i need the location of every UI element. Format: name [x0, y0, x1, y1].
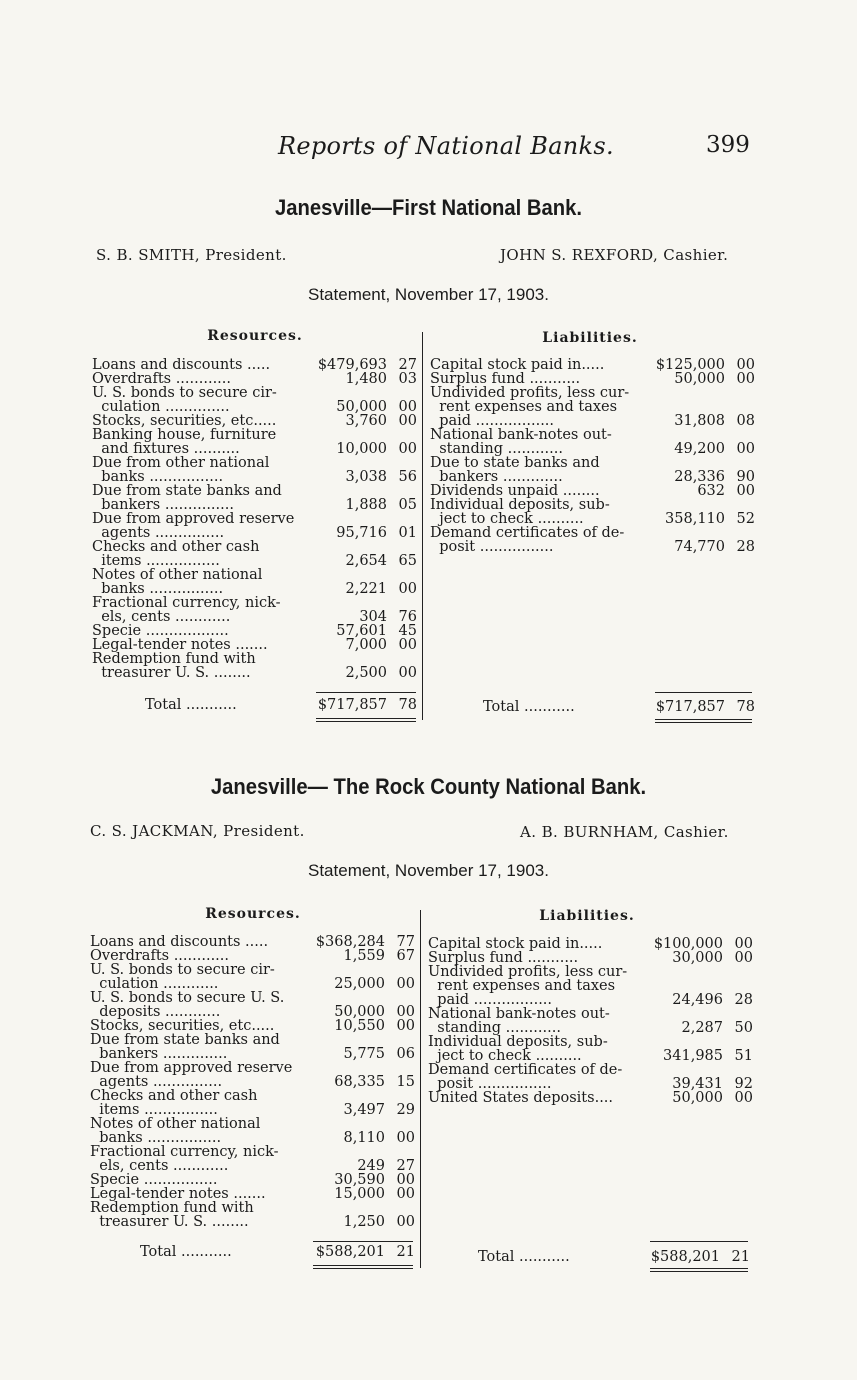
liabilities-heading: Liabilities. [542, 330, 638, 346]
ledger-dollars: 57,601 [336, 623, 387, 639]
total-cents: 78 [736, 699, 755, 715]
ledger-cents: 00 [398, 665, 417, 681]
ledger-label: ject to check .......... [430, 512, 584, 526]
ledger-dollars: 7,000 [345, 637, 387, 653]
ledger-line [90, 1187, 415, 1201]
ledger-dollars: $100,000 [653, 936, 723, 952]
ledger-line [90, 963, 415, 977]
bank-title: Janesville—First National Bank. [274, 195, 583, 220]
ledger-cents: 05 [398, 497, 417, 513]
ledger-cents: 00 [396, 1186, 415, 1202]
running-title: Reports of National Banks. [278, 132, 614, 160]
page-number: 399 [706, 132, 750, 158]
ledger-dollars: 3,760 [345, 413, 387, 429]
ledger-cents: 00 [396, 1214, 415, 1230]
ledger-cents: 00 [398, 581, 417, 597]
ledger-line [428, 1007, 753, 1021]
double-rule [316, 718, 416, 719]
ledger-line [90, 949, 415, 963]
ledger-label: bankers ............. [430, 470, 563, 484]
ledger-dollars: 1,888 [345, 497, 387, 513]
ledger-dollars: 249 [357, 1158, 385, 1174]
ledger-cents: 00 [734, 950, 753, 966]
ledger-dollars: 31,808 [674, 413, 725, 429]
ledger-dollars: 30,000 [672, 950, 723, 966]
ledger-label: Due from state banks and [92, 484, 282, 498]
resources-heading: Resources. [205, 906, 301, 922]
ledger-dollars: 95,716 [336, 525, 387, 541]
total-dollars: $588,201 [315, 1244, 385, 1260]
ledger-line [92, 442, 417, 456]
ledger-line [430, 414, 755, 428]
ledger-label: Specie .................. [92, 624, 229, 638]
ledger-dollars: 3,038 [345, 469, 387, 485]
ledger-label: rent expenses and taxes [430, 400, 618, 414]
ledger-line [430, 428, 755, 442]
ledger-line [92, 386, 417, 400]
ledger-dollars: 304 [359, 609, 387, 625]
ledger-line [430, 358, 755, 372]
total-label: Total ........... [483, 699, 575, 715]
ledger-line [92, 582, 417, 596]
ledger-line [430, 484, 755, 498]
total-dollars: $588,201 [650, 1249, 720, 1265]
ledger-line [430, 400, 755, 414]
ledger-label: treasurer U. S. ........ [90, 1215, 249, 1229]
ledger-label: Stocks, securities, etc..... [92, 414, 277, 428]
double-rule [313, 1265, 413, 1266]
ledger-line [92, 638, 417, 652]
ledger-label: banks ................ [92, 470, 224, 484]
ledger-cents: 29 [396, 1102, 415, 1118]
ledger-dollars: 15,000 [334, 1186, 385, 1202]
ledger-line [430, 470, 755, 484]
ledger-label: Capital stock paid in..... [430, 358, 605, 372]
ledger-line [90, 1061, 415, 1075]
ledger-label: agents ............... [90, 1075, 223, 1089]
statement-date: Statement, November 17, 1903. [308, 285, 549, 304]
ledger-label: Demand certificates of de- [430, 526, 625, 540]
ledger-label: Overdrafts ............ [90, 949, 230, 963]
ledger-dollars: 68,335 [334, 1074, 385, 1090]
ledger-line [90, 977, 415, 991]
ledger-line [90, 1005, 415, 1019]
ledger-label: Capital stock paid in..... [428, 937, 603, 951]
ledger-label: items ................ [92, 554, 220, 568]
ledger-label: Overdrafts ............ [92, 372, 232, 386]
ledger-cents: 00 [398, 399, 417, 415]
ledger-dollars: $368,284 [315, 934, 385, 950]
ledger-label: Individual deposits, sub- [428, 1035, 608, 1049]
ledger-dollars: 2,654 [345, 553, 387, 569]
resources-heading: Resources. [207, 328, 303, 344]
ledger-label: standing ............ [428, 1021, 561, 1035]
ledger-dollars: 341,985 [663, 1048, 723, 1064]
ledger-label: culation .............. [92, 400, 230, 414]
ledger-line [92, 484, 417, 498]
ledger-cents: 27 [396, 1158, 415, 1174]
ledger-line [92, 624, 417, 638]
ledger-line [92, 400, 417, 414]
ledger-label: els, cents ............ [90, 1159, 229, 1173]
ledger-dollars: 632 [697, 483, 725, 499]
ledger-label: ject to check .......... [428, 1049, 582, 1063]
ledger-label: culation ............ [90, 977, 219, 991]
ledger-label: Legal-tender notes ....... [90, 1187, 266, 1201]
ledger-line [430, 372, 755, 386]
total-rule [313, 1241, 413, 1242]
ledger-label: paid ................. [430, 414, 555, 428]
ledger-line [92, 610, 417, 624]
total-label: Total ........... [140, 1244, 232, 1260]
ledger-label: els, cents ............ [92, 610, 231, 624]
ledger-line [92, 358, 417, 372]
ledger-line [428, 951, 753, 965]
total-rule [650, 1241, 748, 1242]
ledger-label: Undivided profits, less cur- [430, 386, 630, 400]
ledger-label: banks ................ [90, 1131, 222, 1145]
ledger-line [90, 1145, 415, 1159]
ledger-cents: 00 [396, 1018, 415, 1034]
statement-date: Statement, November 17, 1903. [308, 861, 549, 880]
ledger-label: posit ................ [430, 540, 554, 554]
ledger-cents: 00 [396, 976, 415, 992]
ledger-line [92, 652, 417, 666]
ledger-line [430, 442, 755, 456]
ledger-dollars: 8,110 [343, 1130, 385, 1146]
ledger-label: Dividends unpaid ........ [430, 484, 600, 498]
ledger-line [90, 1019, 415, 1033]
ledger-label: Banking house, furniture [92, 428, 277, 442]
ledger-line [92, 540, 417, 554]
ledger-line [92, 666, 417, 680]
ledger-line [430, 498, 755, 512]
resources-total-row [140, 1244, 415, 1260]
ledger-line [90, 1089, 415, 1103]
ledger-dollars: 50,000 [674, 371, 725, 387]
ledger-label: Surplus fund ........... [430, 372, 581, 386]
president: C. S. JACKMAN, President. [90, 822, 305, 840]
ledger-cents: 00 [734, 1090, 753, 1106]
ledger-line [90, 1033, 415, 1047]
ledger-cents: 28 [736, 539, 755, 555]
ledger-cents: 00 [396, 1130, 415, 1146]
column-divider [420, 910, 421, 1268]
ledger-cents: 03 [398, 371, 417, 387]
total-cents: 21 [731, 1249, 750, 1265]
ledger-label: United States deposits.... [428, 1091, 614, 1105]
ledger-line [90, 1103, 415, 1117]
ledger-line [90, 1159, 415, 1173]
ledger-cents: 92 [734, 1076, 753, 1092]
ledger-cents: 00 [736, 357, 755, 373]
ledger-line [92, 372, 417, 386]
ledger-label: Stocks, securities, etc..... [90, 1019, 275, 1033]
total-rule [316, 692, 416, 693]
ledger-dollars: 50,000 [336, 399, 387, 415]
ledger-dollars: 39,431 [672, 1076, 723, 1092]
ledger-line [430, 512, 755, 526]
ledger-line [428, 1091, 753, 1105]
ledger-label: Due from approved reserve [90, 1061, 293, 1075]
ledger-label: U. S. bonds to secure cir- [92, 386, 277, 400]
ledger-dollars: 10,000 [336, 441, 387, 457]
ledger-cents: 01 [398, 525, 417, 541]
ledger-line [90, 935, 415, 949]
total-dollars: $717,857 [317, 697, 387, 713]
ledger-cents: 00 [734, 936, 753, 952]
ledger-cents: 77 [396, 934, 415, 950]
ledger-label: Fractional currency, nick- [92, 596, 281, 610]
ledger-line [430, 540, 755, 554]
ledger-label: Notes of other national [92, 568, 263, 582]
ledger-line [430, 456, 755, 470]
ledger-dollars: 2,287 [681, 1020, 723, 1036]
ledger-label: Demand certificates of de- [428, 1063, 623, 1077]
ledger-line [428, 993, 753, 1007]
ledger-line [430, 386, 755, 400]
ledger-label: posit ................ [428, 1077, 552, 1091]
ledger-dollars: 2,221 [345, 581, 387, 597]
ledger-dollars: 358,110 [665, 511, 725, 527]
ledger-label: U. S. bonds to secure U. S. [90, 991, 285, 1005]
double-rule [650, 1268, 748, 1269]
ledger-dollars: 3,497 [343, 1102, 385, 1118]
ledger-label: Loans and discounts ..... [92, 358, 271, 372]
ledger-line [428, 1035, 753, 1049]
ledger-line [92, 568, 417, 582]
ledger-cents: 76 [398, 609, 417, 625]
double-rule [655, 719, 752, 720]
ledger-line [92, 554, 417, 568]
ledger-label: bankers .............. [90, 1047, 228, 1061]
ledger-label: Checks and other cash [92, 540, 260, 554]
ledger-dollars: 74,770 [674, 539, 725, 555]
resources-list [90, 935, 415, 1229]
ledger-line [90, 1201, 415, 1215]
ledger-label: Specie ................ [90, 1173, 218, 1187]
ledger-label: banks ................ [92, 582, 224, 596]
ledger-line [430, 526, 755, 540]
ledger-label: Fractional currency, nick- [90, 1145, 279, 1159]
ledger-cents: 00 [398, 441, 417, 457]
ledger-label: Legal-tender notes ....... [92, 638, 268, 652]
ledger-label: Redemption fund with [90, 1201, 254, 1215]
double-rule [316, 721, 416, 722]
ledger-line [92, 512, 417, 526]
ledger-cents: 00 [396, 1004, 415, 1020]
ledger-dollars: 49,200 [674, 441, 725, 457]
ledger-dollars: $125,000 [655, 357, 725, 373]
ledger-cents: 00 [396, 1172, 415, 1188]
president: S. B. SMITH, President. [96, 246, 287, 264]
ledger-dollars: 24,496 [672, 992, 723, 1008]
ledger-dollars: 1,559 [343, 948, 385, 964]
ledger-cents: 28 [734, 992, 753, 1008]
ledger-label: Individual deposits, sub- [430, 498, 610, 512]
ledger-label: treasurer U. S. ........ [92, 666, 251, 680]
liabilities-total-row [478, 1249, 750, 1265]
ledger-cents: 90 [736, 469, 755, 485]
double-rule [655, 722, 752, 723]
ledger-line [90, 1215, 415, 1229]
liabilities-list [430, 358, 755, 554]
ledger-label: bankers ............... [92, 498, 234, 512]
ledger-line [428, 1077, 753, 1091]
ledger-label: and fixtures .......... [92, 442, 240, 456]
ledger-cents: 50 [734, 1020, 753, 1036]
ledger-label: rent expenses and taxes [428, 979, 616, 993]
ledger-line [92, 428, 417, 442]
ledger-dollars: 50,000 [334, 1004, 385, 1020]
total-cents: 78 [398, 697, 417, 713]
ledger-label: National bank-notes out- [428, 1007, 610, 1021]
total-label: Total ........... [478, 1249, 570, 1265]
ledger-line [92, 456, 417, 470]
ledger-label: standing ............ [430, 442, 563, 456]
liabilities-list [428, 937, 753, 1105]
ledger-dollars: 2,500 [345, 665, 387, 681]
ledger-line [428, 1063, 753, 1077]
cashier: A. B. BURNHAM, Cashier. [520, 823, 729, 841]
ledger-line [90, 1047, 415, 1061]
ledger-line [90, 1173, 415, 1187]
ledger-dollars: 1,250 [343, 1214, 385, 1230]
ledger-dollars: 5,775 [343, 1046, 385, 1062]
ledger-cents: 52 [736, 511, 755, 527]
ledger-label: Undivided profits, less cur- [428, 965, 628, 979]
ledger-cents: 06 [396, 1046, 415, 1062]
ledger-cents: 00 [736, 483, 755, 499]
ledger-line [428, 979, 753, 993]
ledger-label: Due from approved reserve [92, 512, 295, 526]
ledger-cents: 00 [736, 371, 755, 387]
ledger-cents: 00 [398, 637, 417, 653]
ledger-label: agents ............... [92, 526, 225, 540]
ledger-line [428, 1049, 753, 1063]
ledger-cents: 67 [396, 948, 415, 964]
ledger-dollars: $479,693 [317, 357, 387, 373]
ledger-line [92, 596, 417, 610]
ledger-cents: 08 [736, 413, 755, 429]
ledger-label: Due to state banks and [430, 456, 600, 470]
ledger-line [428, 1021, 753, 1035]
ledger-line [90, 991, 415, 1005]
ledger-dollars: 10,550 [334, 1018, 385, 1034]
ledger-label: U. S. bonds to secure cir- [90, 963, 275, 977]
ledger-line [90, 1075, 415, 1089]
double-rule [313, 1268, 413, 1269]
liabilities-heading: Liabilities. [539, 908, 635, 924]
ledger-line [92, 470, 417, 484]
bank-title: Janesville— The Rock County National Bank. [210, 774, 647, 799]
ledger-line [428, 965, 753, 979]
ledger-cents: 00 [736, 441, 755, 457]
ledger-label: deposits ............ [90, 1005, 221, 1019]
total-label: Total ........... [145, 697, 237, 713]
ledger-cents: 56 [398, 469, 417, 485]
ledger-cents: 15 [396, 1074, 415, 1090]
ledger-line [428, 937, 753, 951]
cashier: JOHN S. REXFORD, Cashier. [500, 246, 729, 264]
ledger-line [92, 498, 417, 512]
ledger-label: Surplus fund ........... [428, 951, 579, 965]
total-rule [655, 692, 752, 693]
ledger-label: Redemption fund with [92, 652, 256, 666]
resources-list [92, 358, 417, 680]
ledger-cents: 00 [398, 413, 417, 429]
ledger-label: Due from other national [92, 456, 270, 470]
ledger-label: Checks and other cash [90, 1089, 258, 1103]
double-rule [650, 1271, 748, 1272]
ledger-line [90, 1117, 415, 1131]
ledger-line [92, 526, 417, 540]
ledger-line [92, 414, 417, 428]
ledger-label: Due from state banks and [90, 1033, 280, 1047]
resources-total-row [145, 697, 417, 713]
ledger-cents: 65 [398, 553, 417, 569]
ledger-label: items ................ [90, 1103, 218, 1117]
ledger-label: National bank-notes out- [430, 428, 612, 442]
ledger-dollars: 1,480 [345, 371, 387, 387]
ledger-line [90, 1131, 415, 1145]
liabilities-total-row [483, 699, 755, 715]
ledger-label: Loans and discounts ..... [90, 935, 269, 949]
ledger-dollars: 25,000 [334, 976, 385, 992]
ledger-cents: 51 [734, 1048, 753, 1064]
ledger-cents: 45 [398, 623, 417, 639]
ledger-dollars: 30,590 [334, 1172, 385, 1188]
ledger-cents: 27 [398, 357, 417, 373]
ledger-label: Notes of other national [90, 1117, 261, 1131]
column-divider [422, 332, 423, 720]
ledger-dollars: 50,000 [672, 1090, 723, 1106]
total-cents: 21 [396, 1244, 415, 1260]
ledger-label: paid ................. [428, 993, 553, 1007]
total-dollars: $717,857 [655, 699, 725, 715]
ledger-dollars: 28,336 [674, 469, 725, 485]
